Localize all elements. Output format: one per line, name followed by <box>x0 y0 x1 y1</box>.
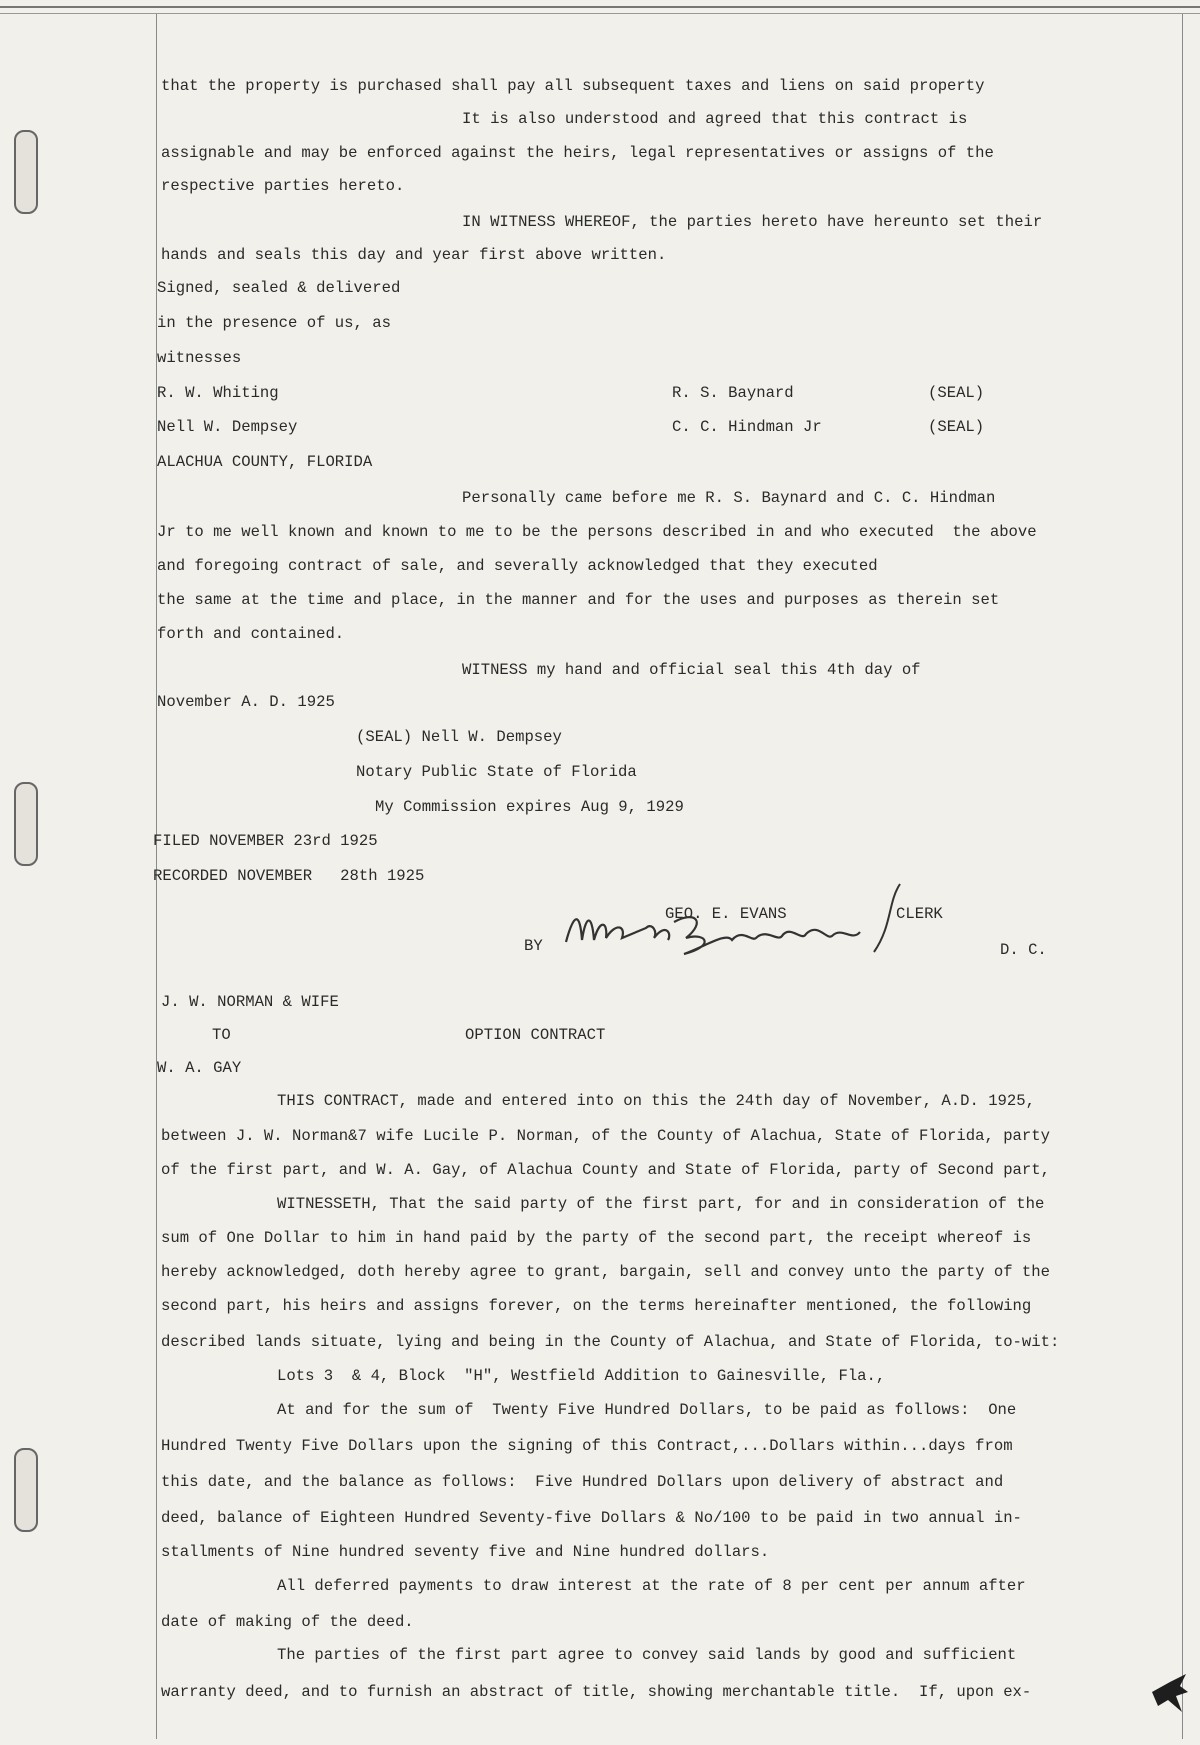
contract-line: hereby acknowledged, doth hereby agree to grant, bargain, sell and convey unto the party of the <box>161 1263 1050 1281</box>
ink-blot-icon <box>1150 1672 1190 1716</box>
grantee-heading: W. A. GAY <box>157 1059 242 1077</box>
contract-line: WITNESSETH, That the said party of the first part, for and in consideration of the <box>277 1195 1045 1213</box>
text-line: IN WITNESS WHEREOF, the parties hereto have hereunto set their <box>462 213 1043 231</box>
binder-hole-icon <box>14 782 38 866</box>
notary-line: Notary Public State of Florida <box>356 763 637 781</box>
text-line: witnesses <box>157 349 242 367</box>
to-heading: TO <box>212 1026 231 1044</box>
contract-line: sum of One Dollar to him in hand paid by the party of the second part, the receipt whereof is <box>161 1229 1032 1247</box>
contract-line: of the first part, and W. A. Gay, of Alachua County and State of Florida, party of Second part, <box>161 1161 1050 1179</box>
ack-line: Jr to me well known and known to me to be the persons described in and who executed the above <box>157 523 1037 541</box>
witness-name: R. W. Whiting <box>157 384 279 402</box>
recorded-stamp: RECORDED NOVEMBER 28th 1925 <box>153 867 425 885</box>
grantor-heading: J. W. NORMAN & WIFE <box>161 993 339 1011</box>
signer-name: R. S. Baynard <box>672 384 794 402</box>
signer-name: C. C. Hindman Jr <box>672 418 822 436</box>
text-line: assignable and may be enforced against the heirs, legal representatives or assigns of the <box>161 144 994 162</box>
text-line: hands and seals this day and year first above written. <box>161 246 667 264</box>
contract-line: THIS CONTRACT, made and entered into on this the 24th day of November, A.D. 1925, <box>277 1092 1035 1110</box>
contract-line: date of making of the deed. <box>161 1613 414 1631</box>
contract-line: between J. W. Norman&7 wife Lucile P. Norman, of the County of Alachua, State of Florida, party <box>161 1127 1050 1145</box>
filed-stamp: FILED NOVEMBER 23rd 1925 <box>153 832 378 850</box>
contract-line: All deferred payments to draw interest at the rate of 8 per cent per annum after <box>277 1577 1026 1595</box>
ack-line: November A. D. 1925 <box>157 693 335 711</box>
contract-line: The parties of the first part agree to convey said lands by good and sufficient <box>277 1646 1017 1664</box>
text-line: Signed, sealed & delivered <box>157 279 401 297</box>
top-border <box>0 6 1200 14</box>
right-margin-line <box>1182 14 1183 1739</box>
clerk-title: CLERK <box>896 905 943 923</box>
ack-line: WITNESS my hand and official seal this 4th day of <box>462 661 921 679</box>
contract-line: this date, and the balance as follows: Five Hundred Dollars upon delivery of abstract and <box>161 1473 1004 1491</box>
contract-line: Hundred Twenty Five Dollars upon the signing of this Contract,...Dollars within...days from <box>161 1437 1013 1455</box>
ack-line: the same at the time and place, in the manner and for the uses and purposes as therein set <box>157 591 1000 609</box>
ack-line: forth and contained. <box>157 625 345 643</box>
text-line: It is also understood and agreed that this contract is <box>462 110 968 128</box>
deputy-clerk-label: D. C. <box>1000 941 1047 959</box>
contract-line: deed, balance of Eighteen Hundred Seventy-five Dollars & No/100 to be paid in two annual in- <box>161 1509 1022 1527</box>
county-heading: ALACHUA COUNTY, FLORIDA <box>157 453 373 471</box>
witness-name: Nell W. Dempsey <box>157 418 298 436</box>
ack-line: and foregoing contract of sale, and severally acknowledged that they executed <box>157 557 878 575</box>
clerk-name: GEO. E. EVANS <box>665 905 787 923</box>
seal-label: (SEAL) <box>928 418 985 436</box>
ack-line: Personally came before me R. S. Baynard and C. C. Hindman <box>462 489 996 507</box>
instrument-title: OPTION CONTRACT <box>465 1026 606 1044</box>
binder-hole-icon <box>14 1448 38 1532</box>
contract-line: second part, his heirs and assigns forever, on the terms hereinafter mentioned, the following <box>161 1297 1032 1315</box>
clerk-bracket <box>870 882 910 956</box>
deputy-clerk-signature <box>556 892 896 972</box>
contract-line: At and for the sum of Twenty Five Hundred Dollars, to be paid as follows: One <box>277 1401 1017 1419</box>
notary-line: (SEAL) Nell W. Dempsey <box>356 728 562 746</box>
text-line: respective parties hereto. <box>161 177 405 195</box>
seal-label: (SEAL) <box>928 384 985 402</box>
text-line: in the presence of us, as <box>157 314 391 332</box>
binder-hole-icon <box>14 130 38 214</box>
contract-line: warranty deed, and to furnish an abstract of title, showing merchantable title. If, upon ex- <box>161 1683 1032 1701</box>
property-description: Lots 3 & 4, Block "H", Westfield Addition to Gainesville, Fla., <box>277 1367 886 1385</box>
notary-line: My Commission expires Aug 9, 1929 <box>375 798 684 816</box>
contract-line: stallments of Nine hundred seventy five and Nine hundred dollars. <box>161 1543 770 1561</box>
contract-line: described lands situate, lying and being in the County of Alachua, and State of Florida, to-wit: <box>161 1333 1060 1351</box>
clerk-by: BY <box>524 937 543 955</box>
text-line: that the property is purchased shall pay all subsequent taxes and liens on said property <box>161 77 985 95</box>
